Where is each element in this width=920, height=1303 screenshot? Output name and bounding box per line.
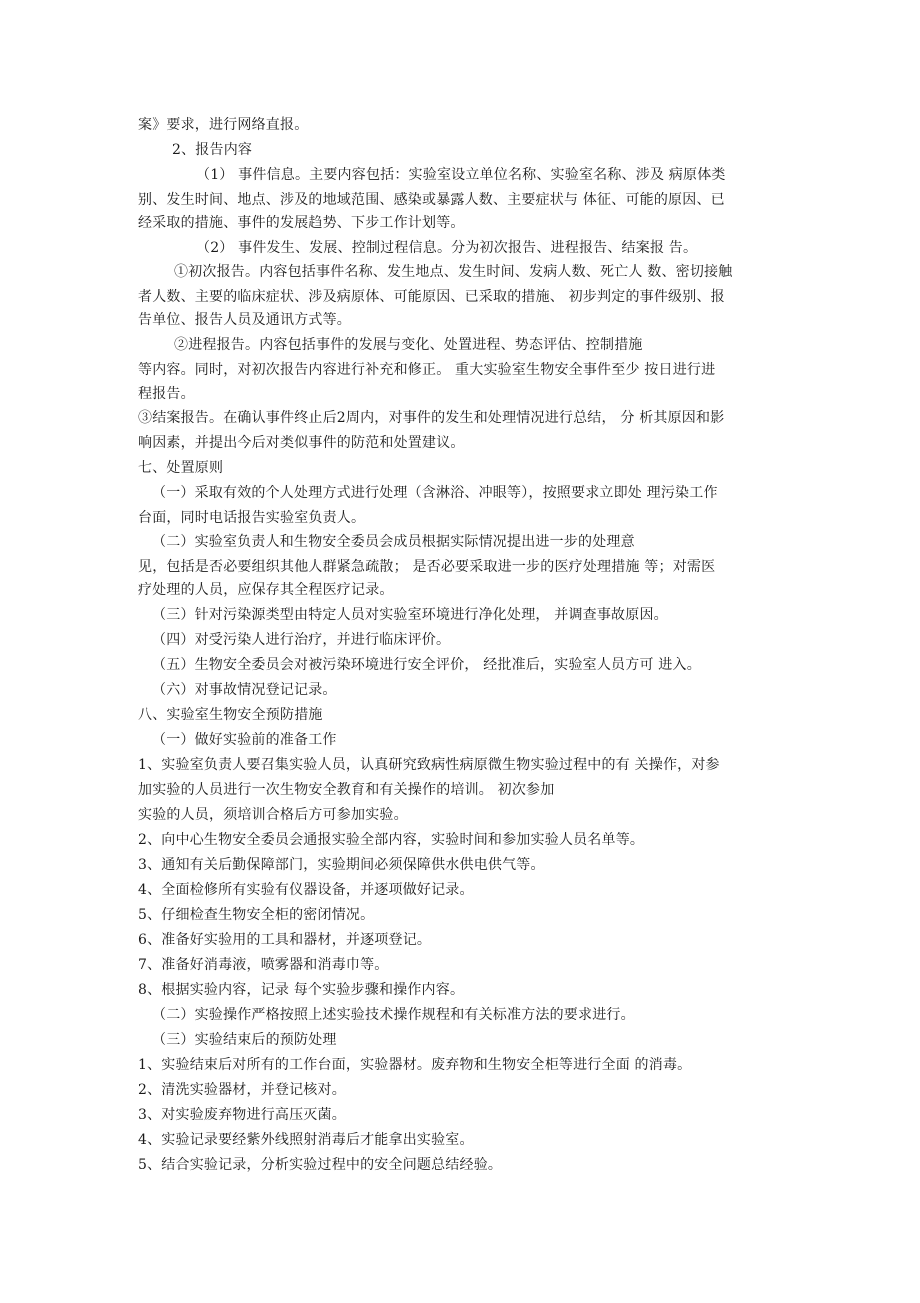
list-item: 1、实验室负责人要召集实验人员，认真研究致病性病原微生物实验过程中的有 关操作，对参 [138,757,720,773]
text-line: 案》要求，进行网络直报。 [138,117,309,133]
list-item: 4、全面检修所有实验有仪器设备，并逐项做好记录。 [138,882,474,898]
list-item: 3、对实验废弃物进行高压灭菌。 [138,1107,346,1123]
text-line: ②进程报告。内容包括事件的发展与变化、处置进程、势态评估、控制措施 [174,337,643,353]
list-item: 5、结合实验记录，分析实验过程中的安全问题总结经验。 [138,1157,503,1173]
section-heading: 七、处置原则 [138,460,224,476]
text-line: 经采取的措施、事件的发展趋势、下步工作计划等。 [138,215,465,231]
list-item: 8、根据实验内容，记录 每个实验步骤和操作内容。 [138,982,465,998]
list-item: 3、通知有关后勤保障部门，实验期间必须保障供水供电供气等。 [138,857,545,873]
text-line: 疗处理的人员，应保存其全程医疗记录。 [138,582,394,598]
subsection-heading: （三）实验结束后的预防处理 [152,1032,337,1048]
subsection-heading: （一）做好实验前的准备工作 [152,732,337,748]
text-line: 台面，同时电话报告实验室负责人。 [138,510,366,526]
text-line: （二）实验室负责人和生物安全委员会成员根据实际情况提出进一步的处理意 [152,534,635,550]
section-heading: 八、实验室生物安全预防措施 [138,707,323,723]
text-line: 等内容。同时，对初次报告内容进行补充和修正。 重大实验室生物安全事件至少 按日进行进 [138,362,716,378]
text-line: （四）对受污染人进行治疗，并进行临床评价。 [152,632,451,648]
text-line: ③结案报告。在确认事件终止后2周内，对事件的发生和处理情况进行总结， 分 析其原因和影 [138,410,725,426]
text-line: （2） 事件发生、发展、控制过程信息。分为初次报告、进程报告、结案报 告。 [196,240,698,256]
text-line: 加实验的人员进行一次生物安全教育和有关操作的培训。 初次参加 [138,782,555,798]
text-line: 别、发生时间、地点、涉及的地域范围、感染或暴露人数、主要症状与 体征、可能的原因、已 [138,192,725,208]
text-line: 者人数、主要的临床症状、涉及病原体、可能原因、已采取的措施、 初步判定的事件级别、报 [138,289,725,305]
list-item: 1、实验结束后对所有的工作台面，实验器材。废弃物和生物安全柜等进行全面 的消毒。 [138,1057,692,1073]
section-heading: 2、报告内容 [172,142,253,158]
text-line: （1） 事件信息。主要内容包括：实验室设立单位名称、实验室名称、涉及 病原体类 [196,167,726,183]
list-item: 6、准备好实验用的工具和器材，并逐项登记。 [138,932,432,948]
text-line: 响因素，并提出今后对类似事件的防范和处置建议。 [138,435,465,451]
text-line: （三）针对污染源类型由特定人员对实验室环境进行净化处理， 并调查事故原因。 [152,607,668,623]
text-line: 实验的人员，须培训合格后方可参加实验。 [138,807,408,823]
text-line: （一）采取有效的个人处理方式进行处理（含淋浴、冲眼等），按照要求立即处 理污染工作 [152,485,718,501]
subsection-heading: （二）实验操作严格按照上述实验技术操作规程和有关标准方法的要求进行。 [152,1007,635,1023]
list-item: 4、实验记录要经紫外线照射消毒后才能拿出实验室。 [138,1132,474,1148]
text-line: （六）对事故情况登记记录。 [152,682,337,698]
list-item: 7、准备好消毒液，喷雾器和消毒巾等。 [138,957,389,973]
list-item: 2、向中心生物安全委员会通报实验全部内容，实验时间和参加实验人员名单等。 [138,832,645,848]
text-line: 告单位、报告人员及通讯方式等。 [138,312,351,328]
text-line: ①初次报告。内容包括事件名称、发生地点、发生时间、发病人数、死亡人 数、密切接触 [174,264,733,280]
text-line: （五）生物安全委员会对被污染环境进行安全评价， 经批准后，实验室人员方可 进入。 [152,657,701,673]
text-line: 程报告。 [138,386,195,402]
list-item: 2、清洗实验器材，并登记核对。 [138,1082,346,1098]
text-line: 见，包括是否必要组织其他人群紧急疏散； 是否必要采取进一步的医疗处理措施 等；对需医 [138,559,716,575]
list-item: 5、仔细检查生物安全柜的密闭情况。 [138,907,375,923]
